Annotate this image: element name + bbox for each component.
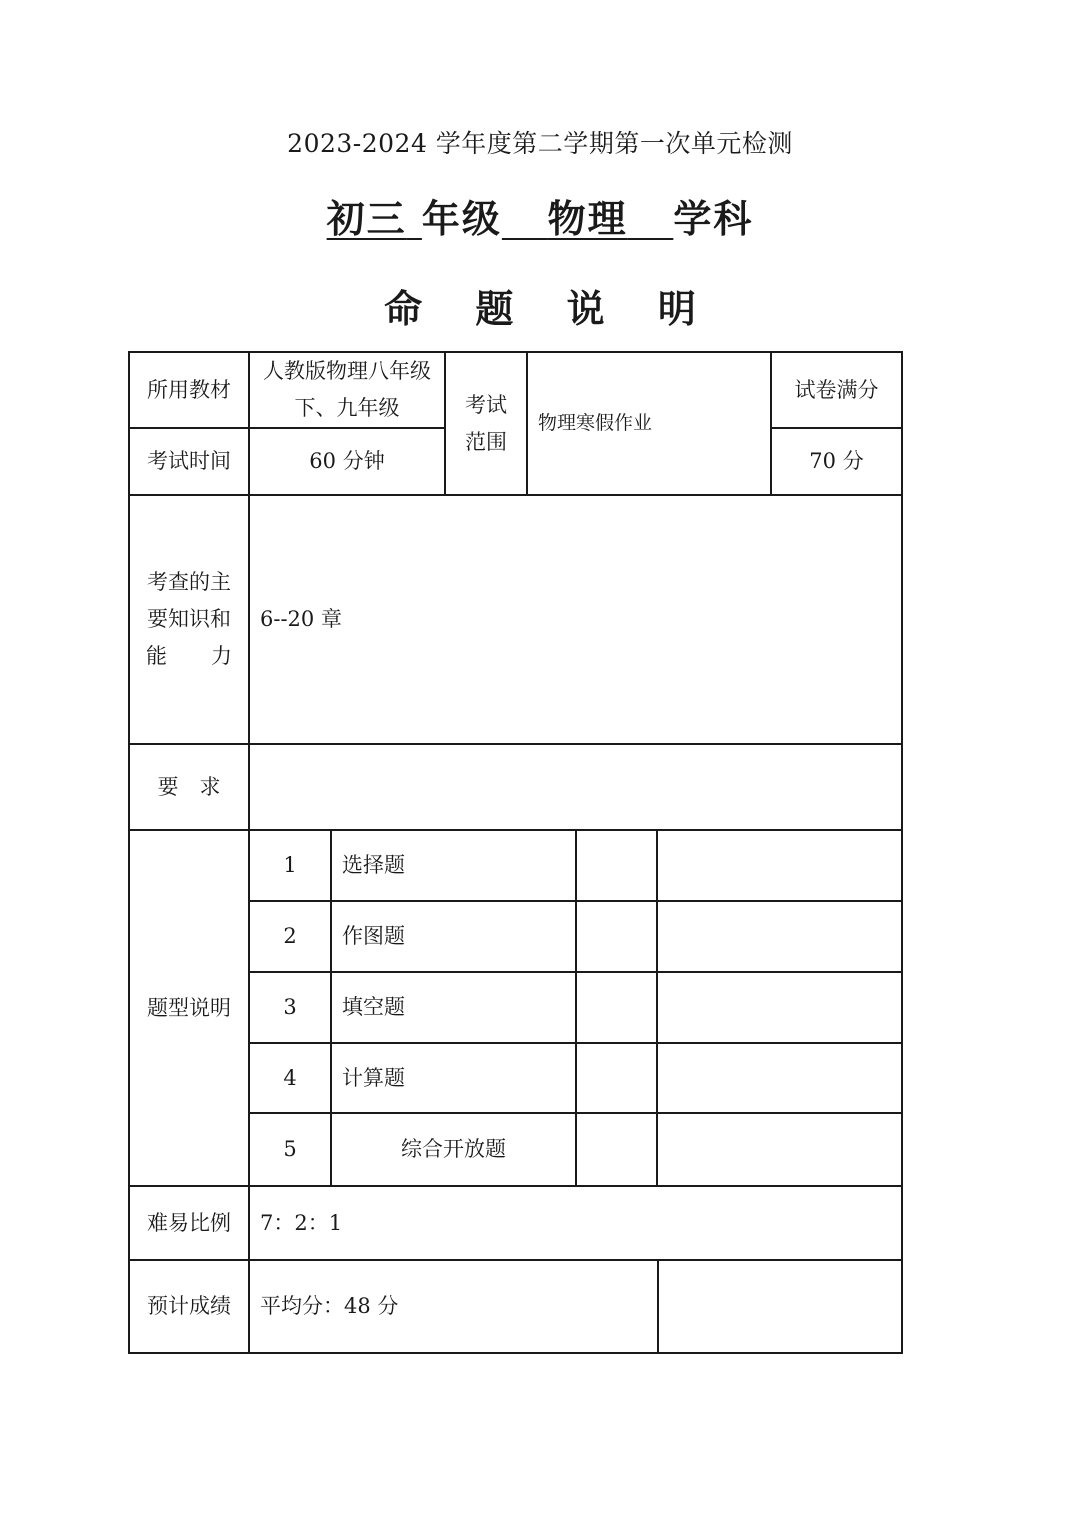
question-type-name: 作图题: [342, 924, 405, 948]
grade-suffix: 年级: [421, 196, 502, 241]
grade-subject-title: [0, 188, 1080, 243]
question-type-no: 5: [283, 1137, 297, 1161]
time-value: 60 分钟: [309, 449, 385, 473]
rule: [657, 1259, 659, 1354]
expected-label: 预计成绩: [147, 1294, 231, 1318]
question-type-no: 2: [283, 924, 297, 948]
full-score-value: 70 分: [809, 449, 864, 473]
question-type-no: 3: [283, 995, 297, 1019]
scope-value: 物理寒假作业: [538, 412, 653, 434]
question-type-name: 填空题: [342, 995, 405, 1019]
question-type-no: 1: [283, 853, 297, 877]
textbook-value: [250, 353, 444, 427]
scope-label-line2: 范围: [465, 429, 507, 454]
full-score-label: 试卷满分: [794, 377, 879, 402]
knowledge-label: [130, 496, 248, 743]
difficulty-label: 难易比例: [147, 1210, 231, 1235]
subject-value: 物理: [547, 196, 628, 241]
question-type-name: 计算题: [342, 1065, 405, 1090]
knowledge-label-line2: 要知识和: [147, 607, 231, 631]
scope-label-line1: 考试: [465, 392, 507, 417]
requirements-label: 要 求: [157, 774, 221, 799]
time-label: 考试时间: [147, 449, 231, 473]
scope-label: [446, 353, 526, 494]
doc-title: 命 题 说 明: [384, 286, 716, 331]
table-border-right: [901, 351, 903, 1354]
textbook-line2: 下、九年级: [294, 396, 400, 420]
difficulty-value: 7：2：1: [260, 1210, 343, 1235]
expected-value: 平均分：48 分: [260, 1294, 399, 1318]
knowledge-label-line1: 考查的主: [147, 570, 231, 594]
grade-value: 初三: [326, 196, 407, 241]
question-type-name: 选择题: [342, 853, 405, 877]
subject-suffix: 学科: [673, 196, 754, 241]
textbook-line1: 人教版物理八年级: [263, 359, 431, 383]
knowledge-label-line3: 能 力: [146, 644, 232, 668]
rule: [575, 829, 577, 1186]
requirements-value: [250, 745, 901, 829]
question-types-label: 题型说明: [147, 995, 231, 1020]
exam-subtitle: 2023-2024 学年度第二学期第一次单元检测: [287, 129, 793, 158]
question-type-name: 综合开放题: [401, 1137, 506, 1161]
rule: [656, 829, 658, 1186]
knowledge-value: 6--20 章: [260, 607, 342, 631]
table-border-bottom: [128, 1352, 903, 1354]
question-type-no: 4: [283, 1065, 297, 1090]
textbook-label: 所用教材: [147, 377, 231, 402]
